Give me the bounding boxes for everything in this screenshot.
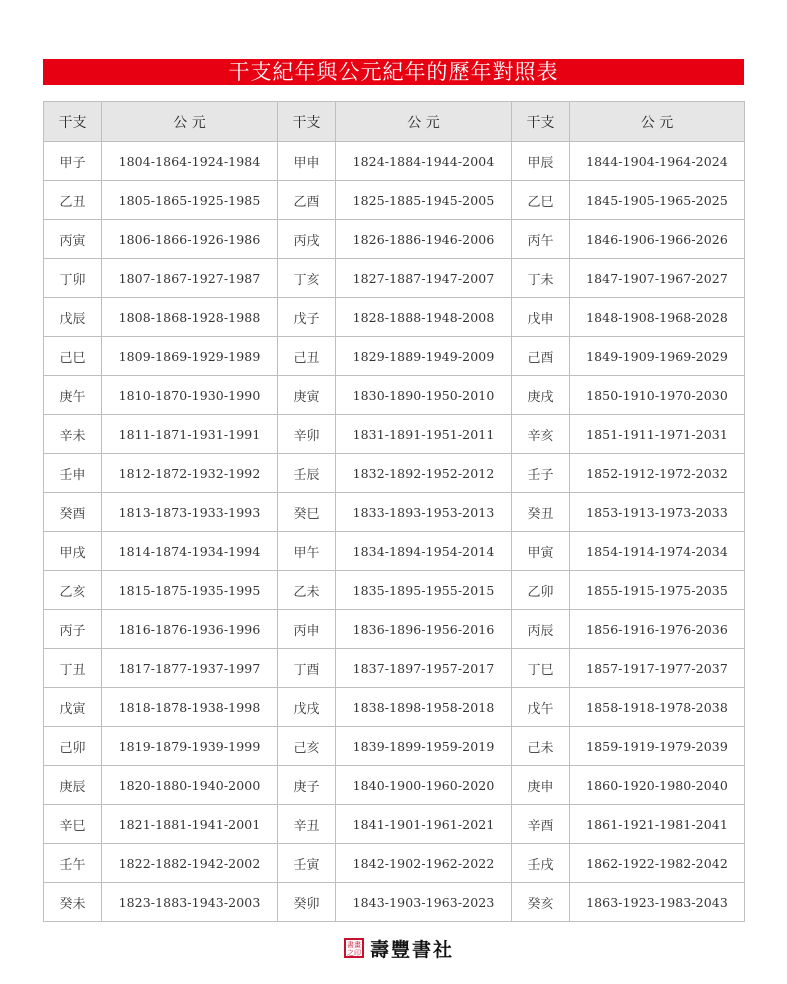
table-row bbox=[44, 376, 745, 415]
gongyuan-years-cell: 1817-1877-1937-1997 bbox=[102, 649, 278, 688]
ganzhi-cell: 辛卯 bbox=[278, 415, 336, 454]
table-row bbox=[44, 805, 745, 844]
gongyuan-years-cell: 1818-1878-1938-1998 bbox=[102, 688, 278, 727]
ganzhi-cell: 己卯 bbox=[44, 727, 102, 766]
gongyuan-years-cell: 1843-1903-1963-2023 bbox=[336, 883, 512, 922]
page-title: 干支紀年與公元紀年的歷年對照表 bbox=[43, 59, 744, 85]
column-header-gongyuan: 公 元 bbox=[336, 102, 512, 142]
gongyuan-years-cell: 1822-1882-1942-2002 bbox=[102, 844, 278, 883]
gongyuan-years-cell: 1835-1895-1955-2015 bbox=[336, 571, 512, 610]
gongyuan-years-cell: 1830-1890-1950-2010 bbox=[336, 376, 512, 415]
table-row bbox=[44, 532, 745, 571]
table-row bbox=[44, 649, 745, 688]
ganzhi-cell: 丁卯 bbox=[44, 259, 102, 298]
publisher-name: 壽豐書社 bbox=[370, 938, 455, 961]
gongyuan-years-cell: 1844-1904-1964-2024 bbox=[570, 142, 745, 181]
ganzhi-cell: 乙未 bbox=[278, 571, 336, 610]
table-header-row bbox=[44, 102, 745, 142]
table-row bbox=[44, 298, 745, 337]
gongyuan-years-cell: 1857-1917-1977-2037 bbox=[570, 649, 745, 688]
ganzhi-cell: 丙戌 bbox=[278, 220, 336, 259]
ganzhi-cell: 癸丑 bbox=[512, 493, 570, 532]
table-row bbox=[44, 220, 745, 259]
gongyuan-years-cell: 1861-1921-1981-2041 bbox=[570, 805, 745, 844]
ganzhi-cell: 己丑 bbox=[278, 337, 336, 376]
gongyuan-years-cell: 1829-1889-1949-2009 bbox=[336, 337, 512, 376]
gongyuan-years-cell: 1848-1908-1968-2028 bbox=[570, 298, 745, 337]
gongyuan-years-cell: 1847-1907-1967-2027 bbox=[570, 259, 745, 298]
table-row bbox=[44, 688, 745, 727]
gongyuan-years-cell: 1821-1881-1941-2001 bbox=[102, 805, 278, 844]
column-header-ganzhi: 干支 bbox=[278, 102, 336, 142]
ganzhi-cell: 己亥 bbox=[278, 727, 336, 766]
ganzhi-cell: 丙寅 bbox=[44, 220, 102, 259]
ganzhi-cell: 壬辰 bbox=[278, 454, 336, 493]
ganzhi-cell: 丁丑 bbox=[44, 649, 102, 688]
ganzhi-cell: 癸亥 bbox=[512, 883, 570, 922]
gongyuan-years-cell: 1839-1899-1959-2019 bbox=[336, 727, 512, 766]
ganzhi-cell: 庚子 bbox=[278, 766, 336, 805]
gongyuan-years-cell: 1838-1898-1958-2018 bbox=[336, 688, 512, 727]
gongyuan-years-cell: 1805-1865-1925-1985 bbox=[102, 181, 278, 220]
ganzhi-cell: 戊申 bbox=[512, 298, 570, 337]
gongyuan-years-cell: 1816-1876-1936-1996 bbox=[102, 610, 278, 649]
ganzhi-cell: 乙亥 bbox=[44, 571, 102, 610]
gongyuan-years-cell: 1826-1886-1946-2006 bbox=[336, 220, 512, 259]
ganzhi-cell: 乙巳 bbox=[512, 181, 570, 220]
gongyuan-years-cell: 1841-1901-1961-2021 bbox=[336, 805, 512, 844]
table-row bbox=[44, 493, 745, 532]
ganzhi-cell: 乙卯 bbox=[512, 571, 570, 610]
ganzhi-cell: 丁未 bbox=[512, 259, 570, 298]
ganzhi-cell: 己酉 bbox=[512, 337, 570, 376]
gongyuan-years-cell: 1836-1896-1956-2016 bbox=[336, 610, 512, 649]
ganzhi-cell: 甲午 bbox=[278, 532, 336, 571]
ganzhi-cell: 庚寅 bbox=[278, 376, 336, 415]
gongyuan-years-cell: 1806-1866-1926-1986 bbox=[102, 220, 278, 259]
gongyuan-years-cell: 1832-1892-1952-2012 bbox=[336, 454, 512, 493]
ganzhi-cell: 丁亥 bbox=[278, 259, 336, 298]
ganzhi-cell: 辛亥 bbox=[512, 415, 570, 454]
gongyuan-years-cell: 1834-1894-1954-2014 bbox=[336, 532, 512, 571]
ganzhi-cell: 己未 bbox=[512, 727, 570, 766]
seal-char: 畫 bbox=[354, 941, 361, 949]
gongyuan-years-cell: 1863-1923-1983-2043 bbox=[570, 883, 745, 922]
ganzhi-cell: 壬午 bbox=[44, 844, 102, 883]
gongyuan-years-cell: 1820-1880-1940-2000 bbox=[102, 766, 278, 805]
ganzhi-cell: 戊午 bbox=[512, 688, 570, 727]
table-body bbox=[44, 142, 745, 922]
ganzhi-cell: 甲寅 bbox=[512, 532, 570, 571]
ganzhi-cell: 辛未 bbox=[44, 415, 102, 454]
gongyuan-years-cell: 1842-1902-1962-2022 bbox=[336, 844, 512, 883]
ganzhi-cell: 甲子 bbox=[44, 142, 102, 181]
ganzhi-cell: 庚午 bbox=[44, 376, 102, 415]
gongyuan-years-cell: 1849-1909-1969-2029 bbox=[570, 337, 745, 376]
gongyuan-years-cell: 1856-1916-1976-2036 bbox=[570, 610, 745, 649]
gongyuan-years-cell: 1815-1875-1935-1995 bbox=[102, 571, 278, 610]
ganzhi-cell: 甲辰 bbox=[512, 142, 570, 181]
ganzhi-cell: 癸巳 bbox=[278, 493, 336, 532]
ganzhi-cell: 辛丑 bbox=[278, 805, 336, 844]
gongyuan-years-cell: 1823-1883-1943-2003 bbox=[102, 883, 278, 922]
table-row bbox=[44, 259, 745, 298]
ganzhi-cell: 甲申 bbox=[278, 142, 336, 181]
gongyuan-years-cell: 1862-1922-1982-2042 bbox=[570, 844, 745, 883]
ganzhi-cell: 甲戌 bbox=[44, 532, 102, 571]
column-header-gongyuan: 公 元 bbox=[102, 102, 278, 142]
gongyuan-years-cell: 1825-1885-1945-2005 bbox=[336, 181, 512, 220]
seal-char: 書 bbox=[347, 941, 354, 949]
gongyuan-years-cell: 1828-1888-1948-2008 bbox=[336, 298, 512, 337]
ganzhi-cell: 乙丑 bbox=[44, 181, 102, 220]
table-row bbox=[44, 181, 745, 220]
seal-stamp bbox=[344, 938, 364, 958]
ganzhi-cell: 庚戌 bbox=[512, 376, 570, 415]
gongyuan-years-cell: 1809-1869-1929-1989 bbox=[102, 337, 278, 376]
table-row bbox=[44, 727, 745, 766]
gongyuan-years-cell: 1808-1868-1928-1988 bbox=[102, 298, 278, 337]
column-header-ganzhi: 干支 bbox=[44, 102, 102, 142]
ganzhi-cell: 丙午 bbox=[512, 220, 570, 259]
gongyuan-years-cell: 1855-1915-1975-2035 bbox=[570, 571, 745, 610]
column-header-ganzhi: 干支 bbox=[512, 102, 570, 142]
ganzhi-year-table bbox=[43, 101, 745, 922]
gongyuan-years-cell: 1811-1871-1931-1991 bbox=[102, 415, 278, 454]
table-row bbox=[44, 844, 745, 883]
gongyuan-years-cell: 1853-1913-1973-2033 bbox=[570, 493, 745, 532]
table-row bbox=[44, 337, 745, 376]
ganzhi-cell: 壬寅 bbox=[278, 844, 336, 883]
gongyuan-years-cell: 1831-1891-1951-2011 bbox=[336, 415, 512, 454]
gongyuan-years-cell: 1845-1905-1965-2025 bbox=[570, 181, 745, 220]
ganzhi-cell: 乙酉 bbox=[278, 181, 336, 220]
gongyuan-years-cell: 1819-1879-1939-1999 bbox=[102, 727, 278, 766]
gongyuan-years-cell: 1837-1897-1957-2017 bbox=[336, 649, 512, 688]
gongyuan-years-cell: 1827-1887-1947-2007 bbox=[336, 259, 512, 298]
table-row bbox=[44, 454, 745, 493]
gongyuan-years-cell: 1850-1910-1970-2030 bbox=[570, 376, 745, 415]
seal-char: 之 bbox=[347, 949, 354, 957]
ganzhi-cell: 戊子 bbox=[278, 298, 336, 337]
gongyuan-years-cell: 1851-1911-1971-2031 bbox=[570, 415, 745, 454]
column-header-gongyuan: 公 元 bbox=[570, 102, 745, 142]
seal-char: 印 bbox=[354, 949, 361, 957]
ganzhi-cell: 丁巳 bbox=[512, 649, 570, 688]
gongyuan-years-cell: 1833-1893-1953-2013 bbox=[336, 493, 512, 532]
table-row bbox=[44, 571, 745, 610]
ganzhi-cell: 壬申 bbox=[44, 454, 102, 493]
gongyuan-years-cell: 1812-1872-1932-1992 bbox=[102, 454, 278, 493]
ganzhi-cell: 癸酉 bbox=[44, 493, 102, 532]
table-row bbox=[44, 142, 745, 181]
gongyuan-years-cell: 1824-1884-1944-2004 bbox=[336, 142, 512, 181]
ganzhi-cell: 辛酉 bbox=[512, 805, 570, 844]
ganzhi-cell: 壬子 bbox=[512, 454, 570, 493]
gongyuan-years-cell: 1852-1912-1972-2032 bbox=[570, 454, 745, 493]
gongyuan-years-cell: 1859-1919-1979-2039 bbox=[570, 727, 745, 766]
table-row bbox=[44, 883, 745, 922]
gongyuan-years-cell: 1810-1870-1930-1990 bbox=[102, 376, 278, 415]
ganzhi-cell: 丙申 bbox=[278, 610, 336, 649]
ganzhi-cell: 癸卯 bbox=[278, 883, 336, 922]
publisher-mark bbox=[344, 936, 454, 960]
ganzhi-cell: 庚辰 bbox=[44, 766, 102, 805]
ganzhi-cell: 庚申 bbox=[512, 766, 570, 805]
ganzhi-cell: 戊寅 bbox=[44, 688, 102, 727]
gongyuan-years-cell: 1860-1920-1980-2040 bbox=[570, 766, 745, 805]
gongyuan-years-cell: 1814-1874-1934-1994 bbox=[102, 532, 278, 571]
ganzhi-cell: 戊戌 bbox=[278, 688, 336, 727]
gongyuan-years-cell: 1846-1906-1966-2026 bbox=[570, 220, 745, 259]
gongyuan-years-cell: 1840-1900-1960-2020 bbox=[336, 766, 512, 805]
gongyuan-years-cell: 1807-1867-1927-1987 bbox=[102, 259, 278, 298]
gongyuan-years-cell: 1854-1914-1974-2034 bbox=[570, 532, 745, 571]
gongyuan-years-cell: 1804-1864-1924-1984 bbox=[102, 142, 278, 181]
ganzhi-cell: 丙辰 bbox=[512, 610, 570, 649]
ganzhi-cell: 壬戌 bbox=[512, 844, 570, 883]
ganzhi-cell: 辛巳 bbox=[44, 805, 102, 844]
table-row bbox=[44, 610, 745, 649]
ganzhi-cell: 丁酉 bbox=[278, 649, 336, 688]
ganzhi-cell: 丙子 bbox=[44, 610, 102, 649]
gongyuan-years-cell: 1813-1873-1933-1993 bbox=[102, 493, 278, 532]
table-row bbox=[44, 766, 745, 805]
table-row bbox=[44, 415, 745, 454]
ganzhi-cell: 戊辰 bbox=[44, 298, 102, 337]
ganzhi-cell: 己巳 bbox=[44, 337, 102, 376]
ganzhi-cell: 癸未 bbox=[44, 883, 102, 922]
gongyuan-years-cell: 1858-1918-1978-2038 bbox=[570, 688, 745, 727]
